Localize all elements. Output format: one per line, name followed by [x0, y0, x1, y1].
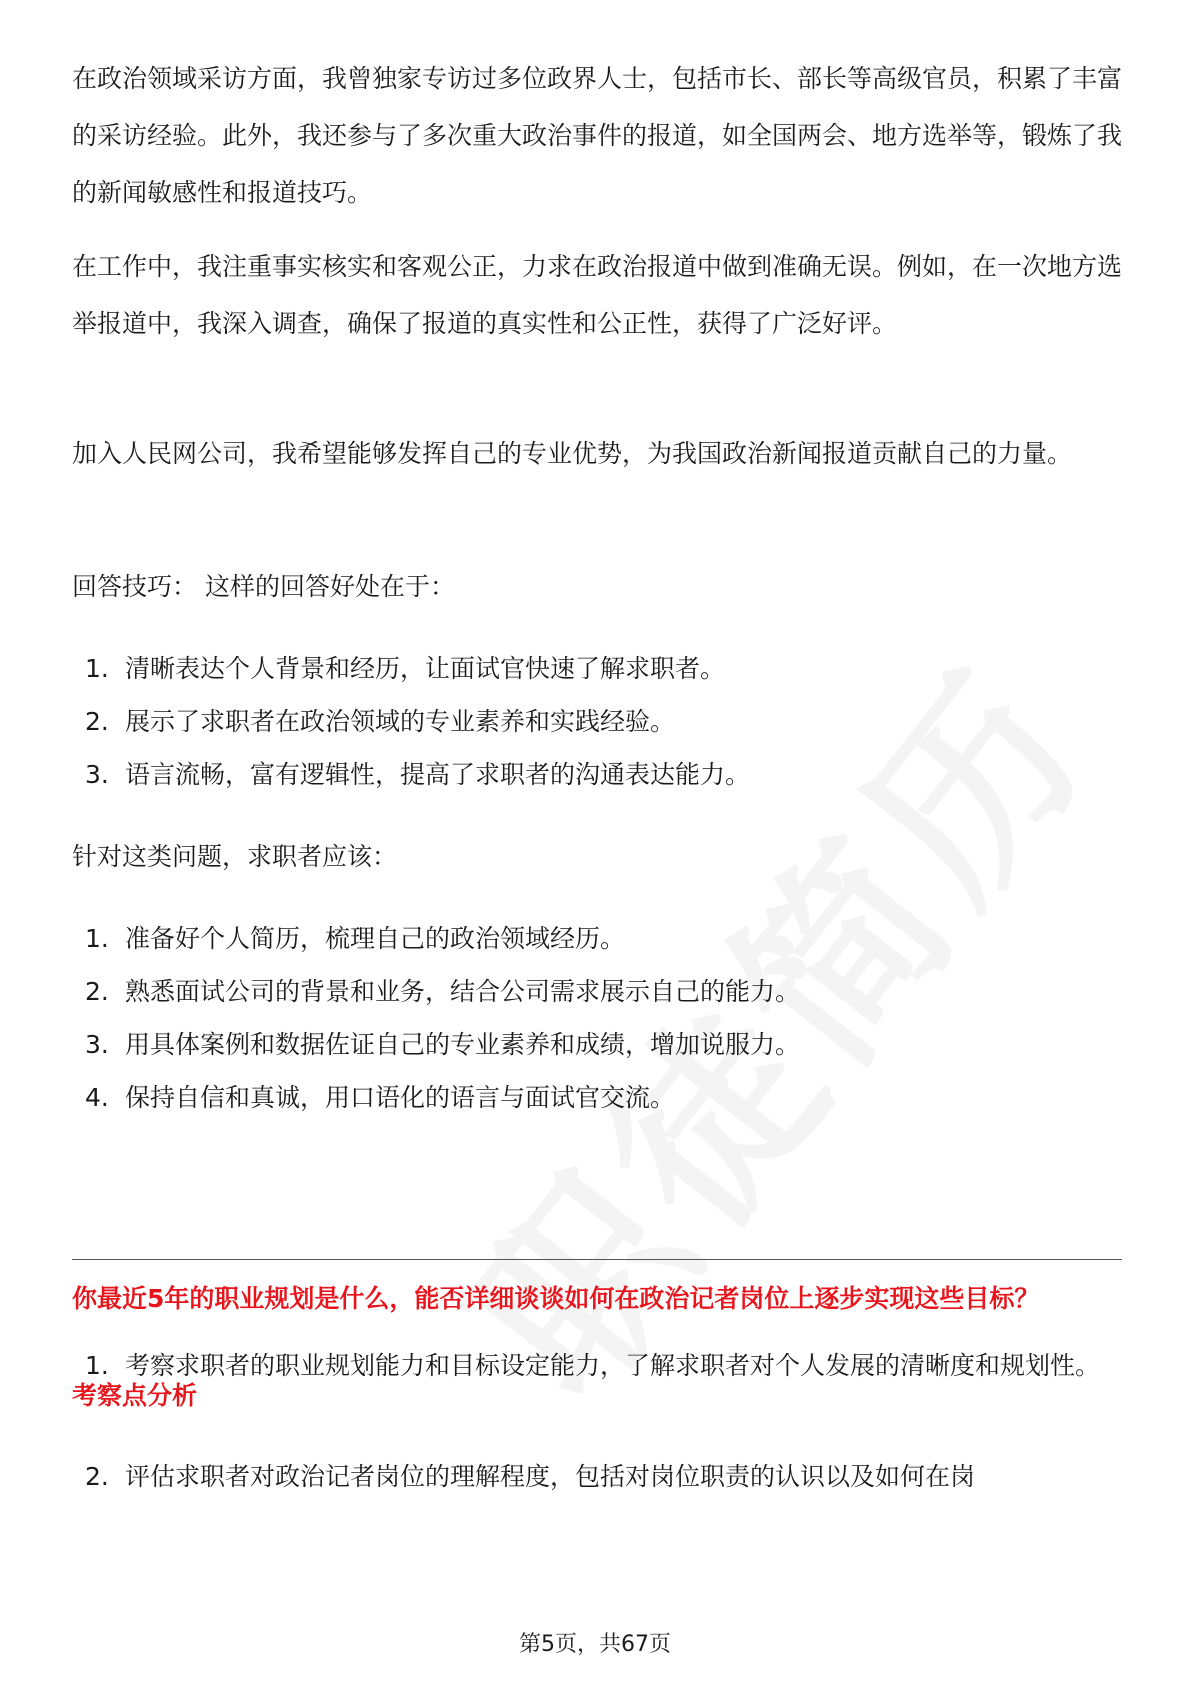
list-item: [85, 1337, 1125, 1394]
list-text: 评估求职者对政治记者岗位的理解程度，包括对岗位职责的认识以及如何在岗: [125, 1462, 976, 1491]
list-item: [85, 1069, 1125, 1126]
list-text: 清晰表达个人背景和经历，让面试官快速了解求职者。: [125, 654, 726, 683]
analysis-heading: 考察点分析: [72, 1381, 198, 1410]
list-number: 2.: [85, 1462, 109, 1491]
list-number: 3.: [85, 1030, 109, 1059]
list-number: 1.: [85, 1351, 109, 1380]
list-text: 用具体案例和数据佐证自己的专业素养和成绩，增加说服力。: [125, 1030, 801, 1059]
paragraph-join-company: 加入人民网公司，我希望能够发挥自己的专业优势，为我国政治新闻报道贡献自己的力量。: [72, 439, 1073, 468]
list-item: [85, 1448, 1125, 1505]
section-divider: [72, 1259, 1122, 1260]
page-number-footer: 第5页，共67页: [519, 1632, 671, 1657]
list-number: 1.: [85, 924, 109, 953]
paragraph-answer-tips: 回答技巧： 这样的回答好处在于：: [72, 572, 455, 601]
paragraph-work-attitude: 在工作中，我注重事实核实和客观公正，力求在政治报道中做到准确无误。例如，在一次地方选举报道中，我深入调查，确保了报道的真实性和公正性，获得了广泛好评。: [72, 252, 1123, 338]
list-number: 1.: [85, 654, 109, 683]
list-text: 考察求职者的职业规划能力和目标设定能力，了解求职者对个人发展的清晰度和规划性。: [125, 1351, 1101, 1380]
list-number: 3.: [85, 760, 109, 789]
list-item: [85, 746, 1125, 803]
list-item: [85, 1016, 1125, 1073]
list-item: [85, 693, 1125, 750]
paragraph-interview-experience: 在政治领域采访方面，我曾独家专访过多位政界人士，包括市长、部长等高级官员，积累了丰富的采访经验。此外，我还参与了多次重大政治事件的报道，如全国两会、地方选举等，锻炼了我的新闻敏感性和报道技巧。: [72, 64, 1123, 207]
list-number: 2.: [85, 977, 109, 1006]
list-text: 熟悉面试公司的背景和业务，结合公司需求展示自己的能力。: [125, 977, 801, 1006]
question-heading: 你最近5年的职业规划是什么，能否详细谈谈如何在政治记者岗位上逐步实现这些目标？: [72, 1284, 1040, 1313]
list-number: 2.: [85, 707, 109, 736]
list-item: [85, 963, 1125, 1020]
list-item: [85, 910, 1125, 967]
list-number: 4.: [85, 1083, 109, 1112]
list-text: 保持自信和真诚，用口语化的语言与面试官交流。: [125, 1083, 676, 1112]
list-text: 展示了求职者在政治领域的专业素养和实践经验。: [125, 707, 676, 736]
list-item: [85, 640, 1125, 697]
list-text: 语言流畅，富有逻辑性，提高了求职者的沟通表达能力。: [125, 760, 751, 789]
list-text: 准备好个人简历，梳理自己的政治领域经历。: [125, 924, 626, 953]
paragraph-advice-intro: 针对这类问题，求职者应该：: [72, 842, 398, 871]
